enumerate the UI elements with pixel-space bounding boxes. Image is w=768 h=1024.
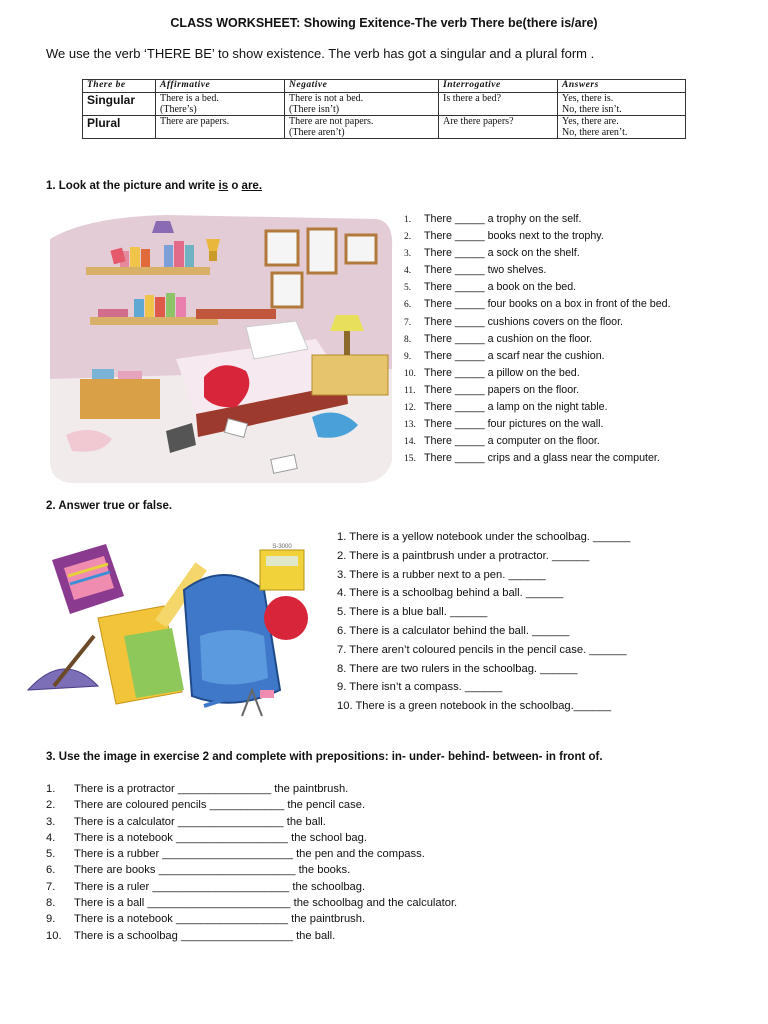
table-header: There be [83,80,156,93]
item-text: There _____ four pictures on the wall. [424,418,604,431]
item-number: 1. [404,215,412,225]
item-text: There _____ a trophy on the self. [424,213,582,225]
trophy-base [209,251,217,261]
item-text: There _____ a pillow on the bed. [424,366,580,379]
list-item [404,314,671,331]
list-item: 7. There aren’t coloured pencils in the pencil case. ______ [337,643,627,656]
schoolbag-pocket [200,630,268,685]
exercise1-list [404,211,671,467]
item-text: There _____ cushions covers on the floor. [424,315,624,328]
row-label: Singular [83,93,156,116]
cell-line: Yes, there are. [562,116,619,127]
item-text: There _____ books next to the trophy. [424,230,604,243]
cell-line: There is not a bed. [289,93,364,104]
item-text: There is a schoolbag __________________ the ball. [74,929,336,942]
item-number: 7. [46,880,56,893]
exercise1-heading [46,180,262,192]
cell-affirmative [156,93,285,116]
box [80,379,160,419]
book [166,293,175,317]
cell-line: There is a bed. [160,93,219,104]
item-number: 10. [404,368,416,379]
table-header: Answers [558,80,686,93]
list-item: 9. There isn’t a compass. ______ [337,681,503,694]
list-item [404,382,671,399]
list-item [46,846,457,862]
item-text: There is a notebook __________________ the paintbrush. [74,913,366,926]
school-supplies-illustration [24,540,324,722]
cell-negative [285,93,439,116]
list-item [46,862,457,878]
red-ball [264,596,308,640]
list-item: 10. There is a green notebook in the schoolbag.______ [337,700,612,713]
book [155,297,165,317]
item-number: 11. [404,385,416,396]
table-header: Interrogative [439,80,558,93]
item-number: 10. [46,929,62,942]
picture-frame [346,235,376,263]
list-item: 2. There is a paintbrush under a protractor. ______ [337,549,590,562]
item-number: 2. [46,799,56,812]
table-lamp [330,315,364,331]
list-item [46,895,457,911]
picture-frame [266,231,298,265]
book [164,245,173,267]
book [185,245,194,267]
cell-line: Yes, there is. [562,93,614,104]
rubber [260,690,274,698]
shelf-upper [86,267,210,275]
item-text: There is a calculator _________________ the ball. [74,815,326,828]
cell-line: (There’s) [160,104,197,115]
item-text: There is a protractor _______________ the paintbrush. [74,783,349,795]
exercise3-list [46,781,457,944]
book-flat [98,309,128,317]
list-item [404,450,671,467]
item-number: 3. [46,815,56,828]
row-label: Plural [83,116,156,139]
cell-line: (There isn’t) [289,104,340,115]
item-text: There _____ a lamp on the night table. [424,401,608,414]
list-item: 3. There is a rubber next to a pen. ______ [337,568,546,581]
exercise2-heading: 2. Answer true or false. [46,500,173,512]
item-text: There is a notebook __________________ the school bag. [74,831,367,844]
item-number: 5. [46,848,56,861]
item-number: 2. [404,232,412,243]
worksheet-title: CLASS WORKSHEET: Showing Exitence-The verb There be(there is/are) [170,16,598,30]
calculator-label: S-3000 [272,544,292,550]
list-item: 1. There is a yellow notebook under the schoolbag. ______ [337,531,631,543]
item-text: There is a ball _______________________ the schoolbag and the calculator. [74,897,458,910]
item-text: There is a rubber _____________________ the pen and the compass. [74,848,425,861]
cell-line: There are not papers. [289,116,374,127]
heading-text: o [228,180,242,192]
cell-line: (There aren’t) [289,127,345,138]
exercise2-list [337,528,630,716]
item-number: 14. [404,437,416,448]
item-text: There _____ four books on a box in front of the bed. [424,298,671,311]
item-text: There _____ a computer on the floor. [424,435,600,448]
list-item [404,296,671,313]
heading-are: are. [241,180,263,192]
table-row [83,116,686,139]
cell-affirmative [156,116,285,139]
list-item [404,211,671,228]
list-item [46,879,457,895]
item-text: There _____ two shelves. [424,264,547,277]
bed-headboard [196,309,276,319]
cell-line: There are papers. [160,116,230,127]
item-number: 7. [404,317,412,328]
table-row [83,93,686,116]
item-text: There _____ a cushion on the floor. [424,332,593,345]
item-text: There is a ruler ______________________ the schoolbag. [74,880,366,893]
night-table [312,355,388,395]
list-item: 6. There is a calculator behind the ball. ______ [337,624,570,637]
list-item [404,262,671,279]
cell-line: No, there aren’t. [562,127,628,138]
book [141,249,150,267]
item-number: 6. [46,864,56,877]
intro-text: We use the verb ‘THERE BE’ to show existence. The verb has got a singular and a plural form . [46,46,595,61]
item-number: 12. [404,403,416,414]
item-number: 8. [46,897,56,910]
item-text: There _____ papers on the floor. [424,383,580,396]
table-header: Affirmative [156,80,285,93]
item-text: There _____ a book on the bed. [424,281,577,294]
list-item [404,399,671,416]
list-item [404,433,671,450]
item-number: 6. [404,300,412,311]
heading-is: is [218,180,229,192]
item-number: 5. [404,283,412,294]
book [145,295,154,317]
list-item [404,365,671,382]
list-item [46,781,457,797]
book-on-box [118,371,142,379]
list-item [404,331,671,348]
heading-text: 1. Look at the picture and write [46,180,219,192]
list-item [404,279,671,296]
lamp-stand [344,331,350,355]
book-on-box [92,369,114,379]
table-header-row [83,80,686,93]
item-number: 13. [404,420,416,431]
book [130,247,140,267]
item-number: 9. [46,913,56,926]
list-item [404,228,671,245]
item-number: 9. [404,351,412,362]
cell-line: No, there isn’t. [562,104,622,115]
item-number: 15. [404,454,416,465]
list-item: 8. There are two rulers in the schoolbag. ______ [337,662,578,675]
cell-answers [558,116,686,139]
list-item [46,814,457,830]
grammar-table [82,79,686,139]
list-item [404,416,671,433]
list-item [46,797,457,813]
list-item [46,928,457,944]
cell-negative [285,116,439,139]
item-number: 1. [46,783,56,795]
exercise3-heading: 3. Use the image in exercise 2 and complete with prepositions: in- under- behind- between- in front of. [46,751,603,763]
list-item [46,911,457,927]
item-text: There _____ a sock on the shelf. [424,247,580,260]
list-item [404,348,671,365]
cell-interrogative: Is there a bed? [439,93,558,116]
cell-answers [558,93,686,116]
cell-interrogative: Are there papers? [439,116,558,139]
bedroom-illustration [46,209,396,487]
list-item: 4. There is a schoolbag behind a ball. ______ [337,587,564,600]
item-text: There are books ______________________ the books. [74,864,351,877]
list-item [46,830,457,846]
list-item: 5. There is a blue ball. ______ [337,606,488,619]
book [176,297,186,317]
item-number: 8. [404,334,412,345]
picture-frame [308,229,336,273]
list-item [404,245,671,262]
book [174,241,184,267]
item-number: 4. [46,831,56,844]
table-header: Negative [285,80,439,93]
calculator-screen [266,556,298,566]
item-number: 4. [404,266,412,277]
item-text: There _____ crips and a glass near the computer. [424,452,660,465]
book [134,299,144,317]
picture-frame [272,273,302,307]
item-text: There _____ a scarf near the cushion. [424,349,605,362]
item-text: There are coloured pencils ____________ the pencil case. [74,799,366,812]
item-number: 3. [404,249,412,260]
